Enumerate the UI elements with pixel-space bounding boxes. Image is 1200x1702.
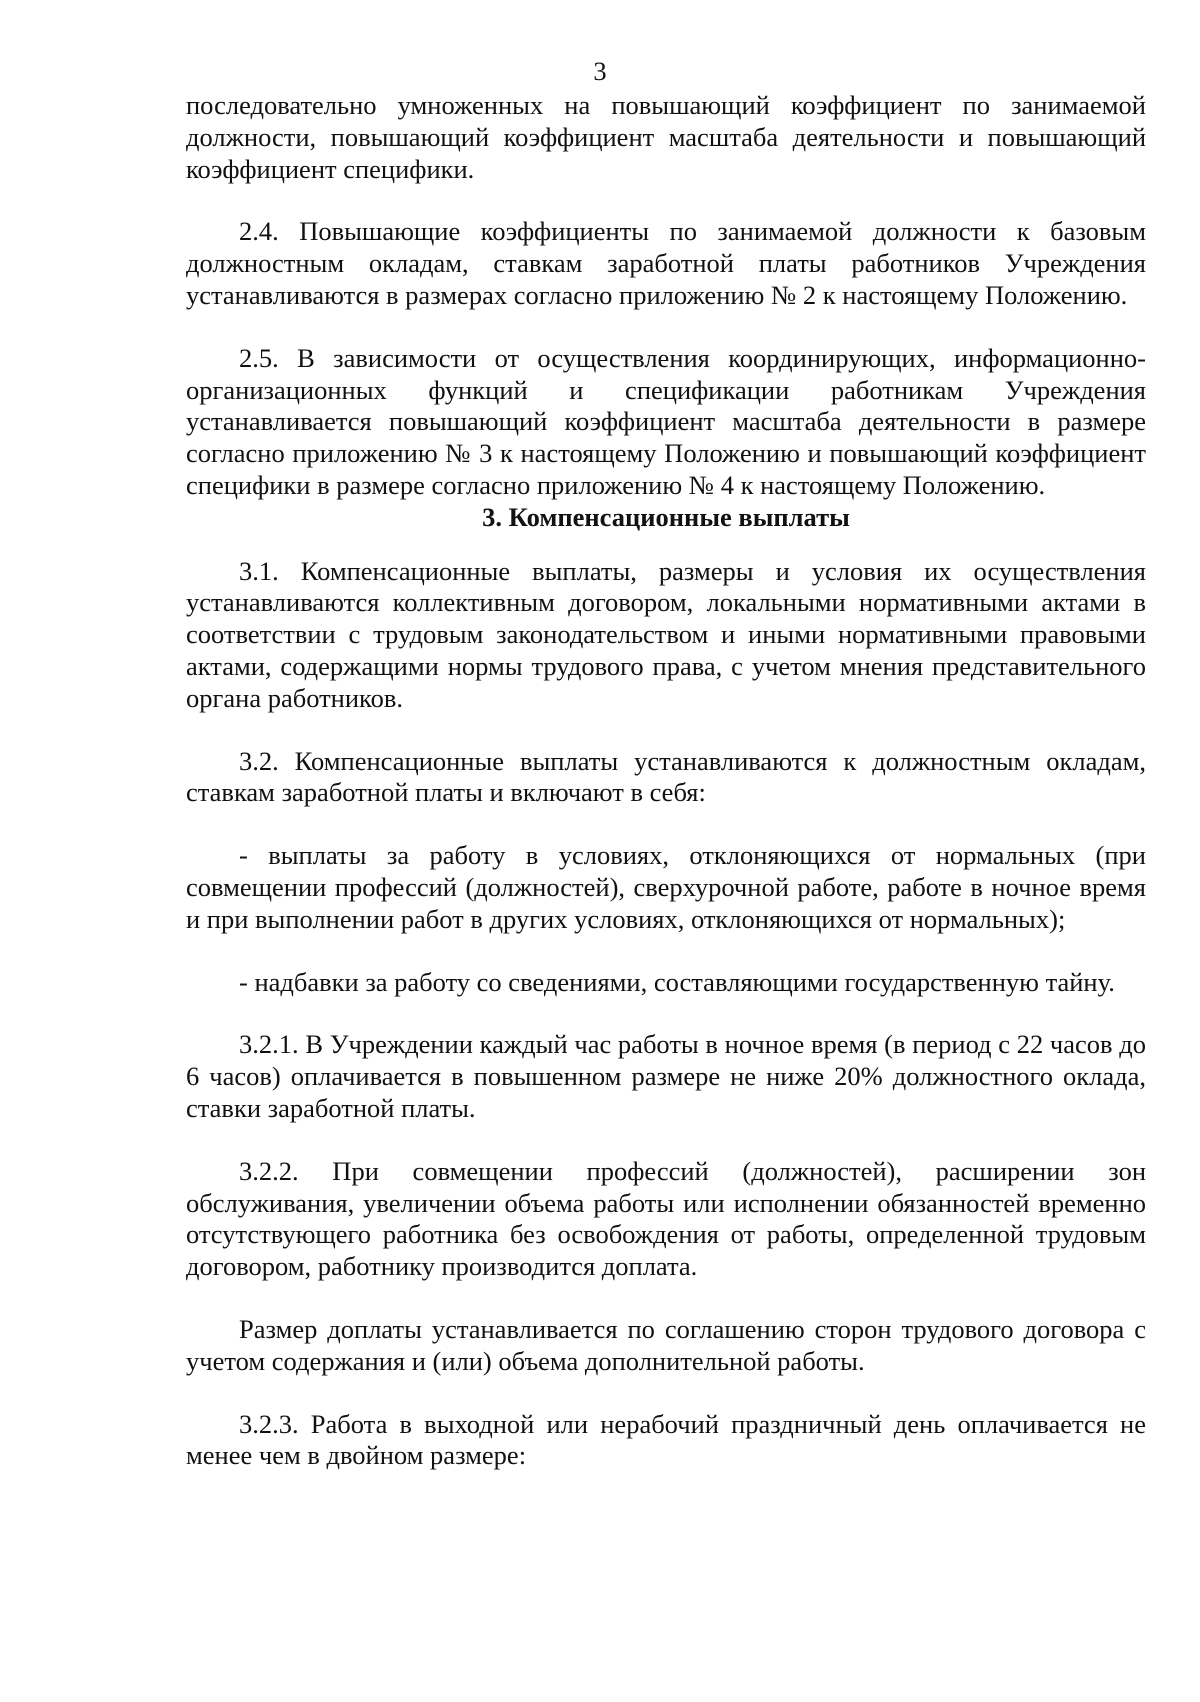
paragraph-2-4: 2.4. Повышающие коэффициенты по занимаемой должности к базовым должностным окладам, ставкам заработной платы работников Учреждения устанавливаются в размерах согласно приложению № 2 к настоящему Положению. bbox=[186, 216, 1146, 310]
paragraph-3-2-1: 3.2.1. В Учреждении каждый час работы в ночное время (в период с 22 часов до 6 часов) оплачивается в повышенном размере не ниже 20% должностного оклада, ставки заработной платы. bbox=[186, 1029, 1146, 1123]
paragraph-2-5: 2.5. В зависимости от осуществления координирующих, информационно-организационных функций и спецификации работникам Учреждения устанавливается повышающий коэффициент масштаба деятельности в размере согласно приложению № 3 к настоящему Положению и повышающий коэффициент специфики в размере согласно приложению № 4 к настоящему Положению. bbox=[186, 342, 1146, 500]
paragraph-3-2: 3.2. Компенсационные выплаты устанавливаются к должностным окладам, ставкам заработной платы и включают в себя: bbox=[186, 745, 1146, 808]
paragraph-surcharge-size: Размер доплаты устанавливается по соглашению сторон трудового договора с учетом содержания и (или) объема дополнительной работы. bbox=[186, 1313, 1146, 1376]
page-number: 3 bbox=[593, 56, 607, 86]
paragraph-continuation: последовательно умноженных на повышающий коэффициент по занимаемой должности, повышающий коэффициент масштаба деятельности и повышающий коэффициент специфики. bbox=[186, 90, 1146, 184]
list-item-payments: - выплаты за работу в условиях, отклоняющихся от нормальных (при совмещении профессий (должностей), сверхурочной работе, работе в ночное время и при выполнении работ в других условиях, отклоняющихся от нормальных); bbox=[186, 840, 1146, 934]
list-item-allowances: - надбавки за работу со сведениями, составляющими государственную тайну. bbox=[239, 966, 1115, 997]
document-body bbox=[186, 90, 1146, 1503]
paragraph-3-2-2: 3.2.2. При совмещении профессий (должностей), расширении зон обслуживания, увеличении объема работы или исполнении обязанностей временно отсутствующего работника без освобождения от работы, определенной трудовым договором, работнику производится доплата. bbox=[186, 1155, 1146, 1282]
section-heading: 3. Компенсационные выплаты bbox=[482, 501, 850, 532]
paragraph-3-2-3: 3.2.3. Работа в выходной или нерабочий праздничный день оплачивается не менее чем в двойном размере: bbox=[186, 1408, 1146, 1471]
paragraph-3-1: 3.1. Компенсационные выплаты, размеры и условия их осуществления устанавливаются коллективным договором, локальными нормативными актами в соответствии с трудовым законодательством и иными нормативными правовыми актами, содержащими нормы трудового права, с учетом мнения представительного органа работников. bbox=[186, 555, 1146, 713]
